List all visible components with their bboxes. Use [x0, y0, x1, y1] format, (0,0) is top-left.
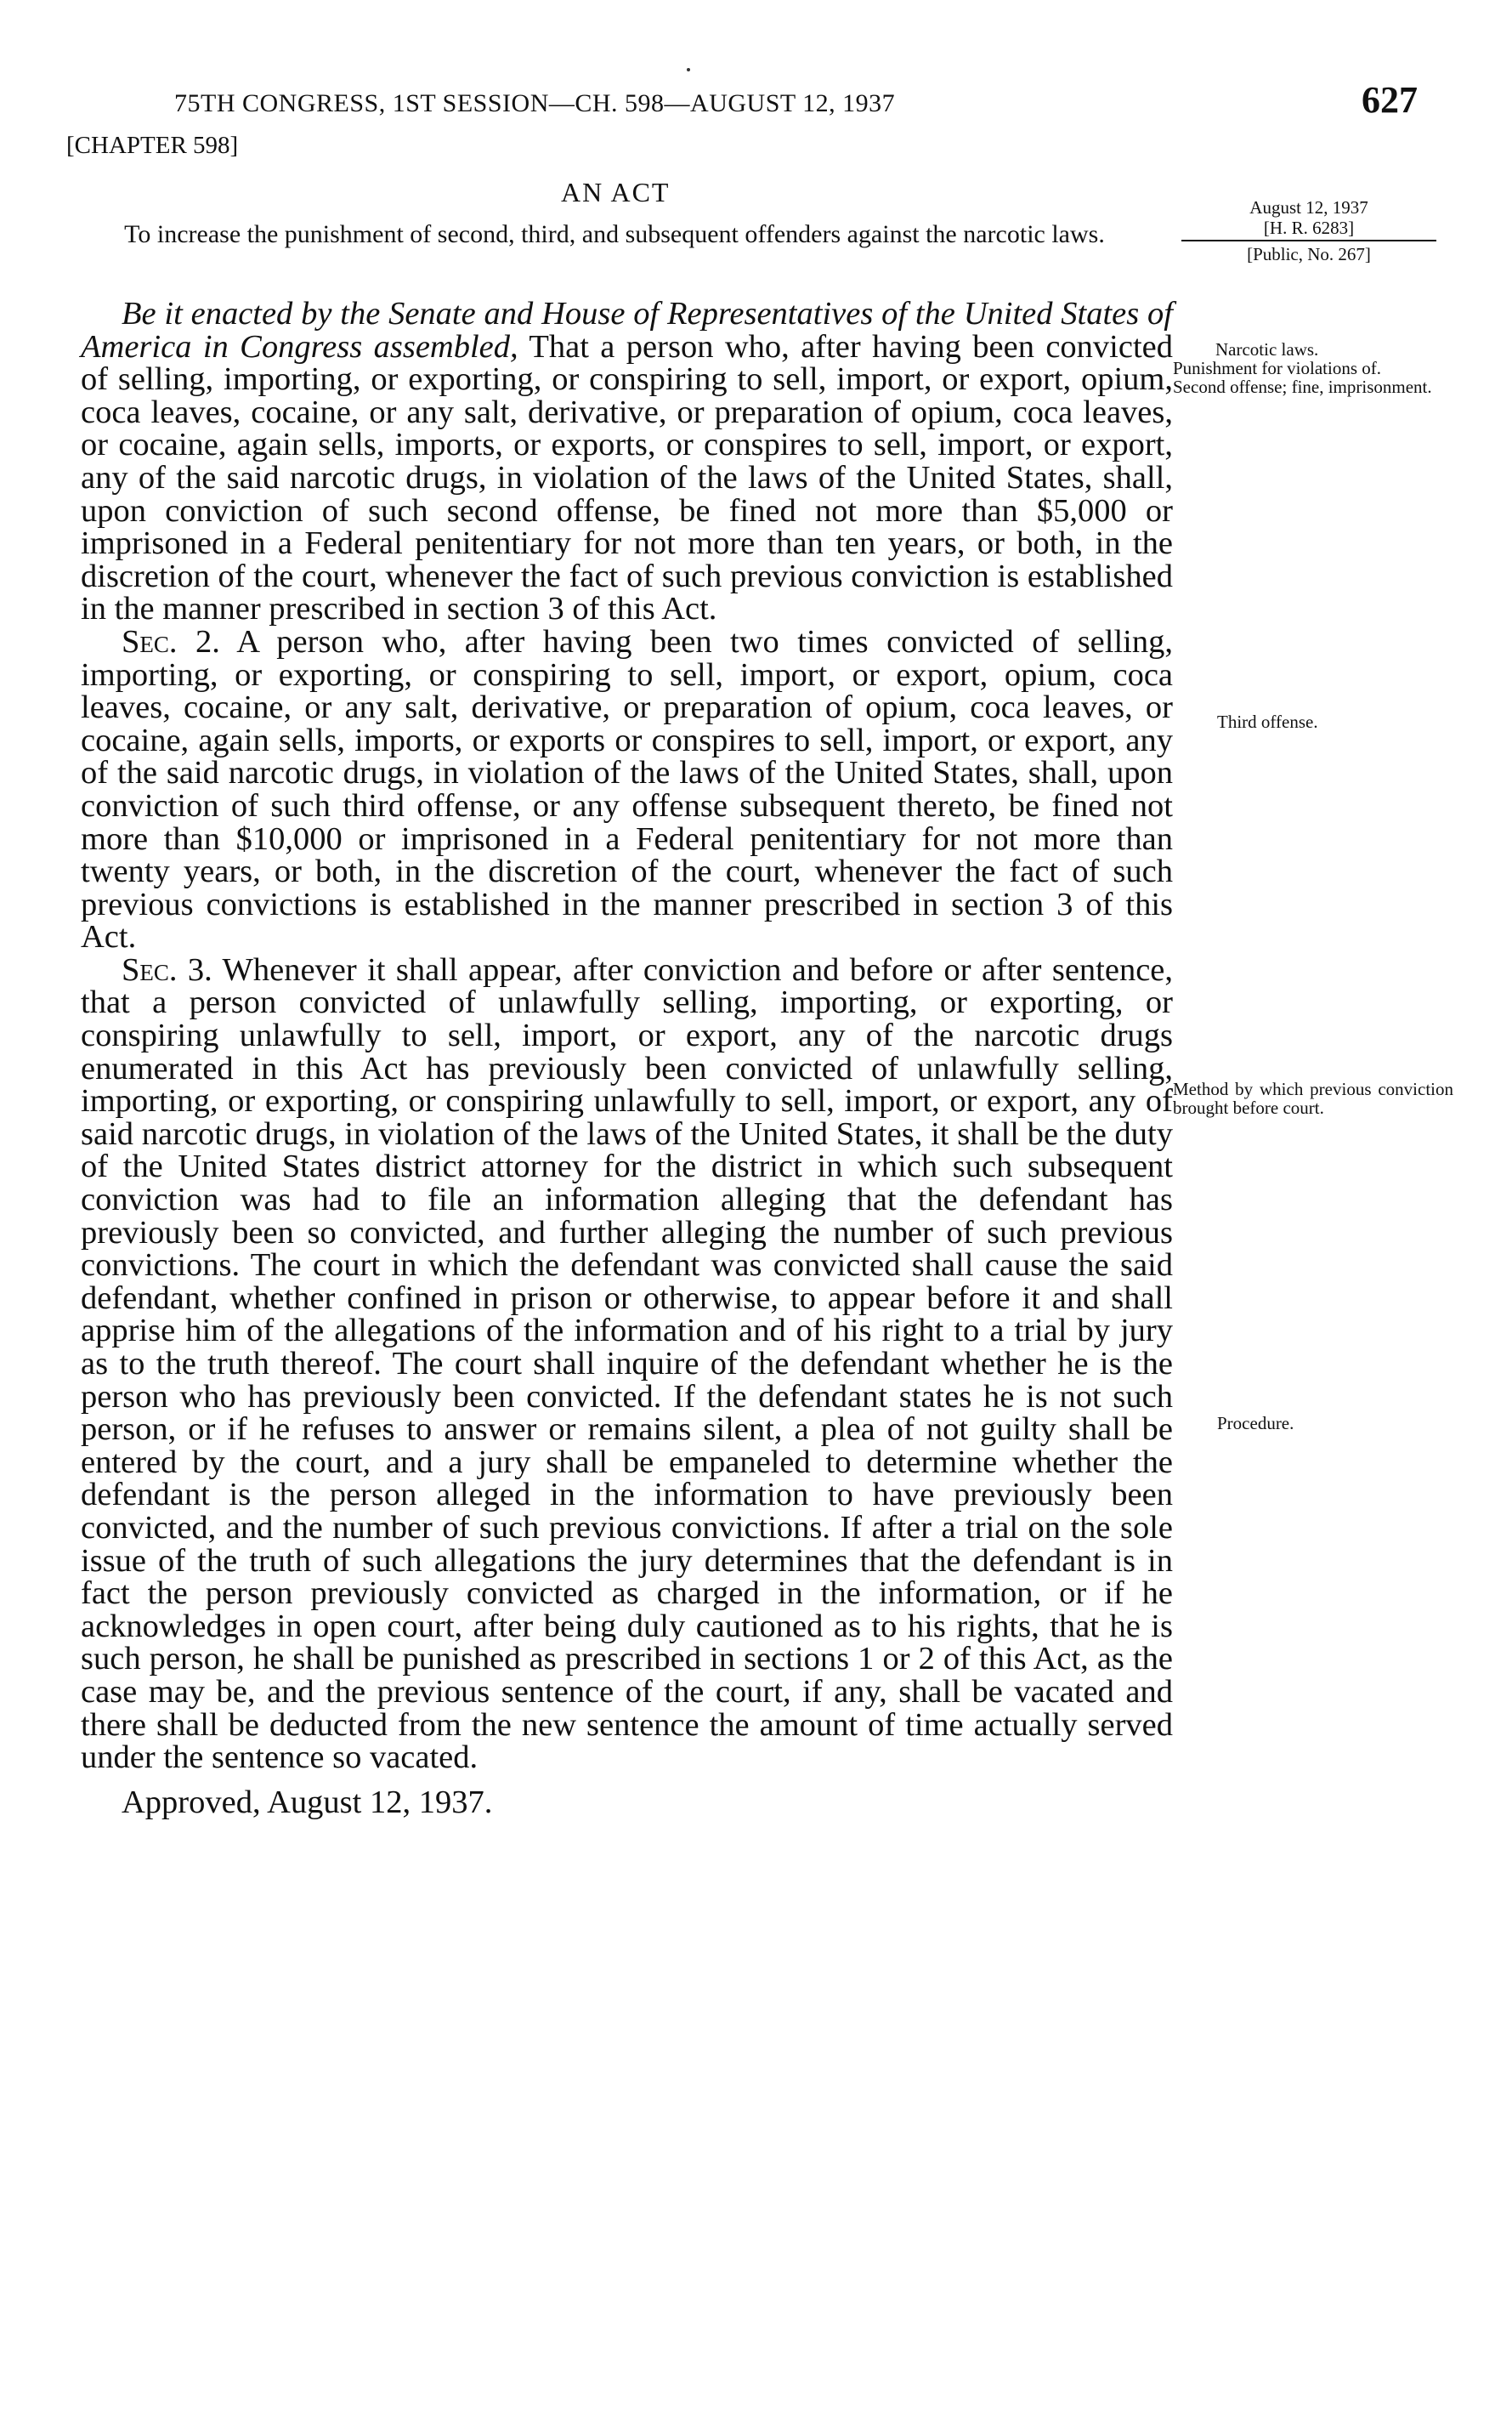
- act-title: AN ACT: [561, 177, 671, 207]
- section-3-label: Sec. 3.: [122, 951, 212, 988]
- margin-note-third-offense: Third offense.: [1217, 712, 1318, 732]
- enactment-info: [1181, 197, 1436, 264]
- section-3-text: Whenever it shall appear, after conviction and before or after sentence, that a person convicted of unlawfully selling, importing, or exporting, or conspiring unlawfully to sell, import, or export, any of the narcotic drugs enumerated in this Act has previously been convicted of unlawfully selling, importing, or exporting, or conspiring unlawfully to sell, import, or export, any of said narcotic drugs, in violation of the laws of the United States, it shall be the duty of the United States district attorney for the district in which such subsequent conviction was had to file an information alleging that the defendant has previously been so convicted, and further alleging the number of such previous convictions. The court in which the defendant was convicted shall cause the said defendant, whether confined in prison or otherwise, to appear before it and shall apprise him of the allegations of the information and of his right to a trial by jury as to the truth thereof. The court shall inquire of the defendant whether he is the person who has previously been convicted. If the defendant states he is not such person, or if he refuses to answer or remains silent, a plea of not guilty shall be entered by the court, and a jury shall be empaneled to determine whether the defendant is the person alleged in the information to have previously been convicted, and the number of such previous convictions. If after a trial on the sole issue of the truth of such allegations the jury determines that the defendant is in fact the person previously convicted as charged in the information, or if he acknowledges in open court, after being duly cautioned as to his rights, that he is such person, he shall be punished as prescribed in sections 1 or 2 of this Act, as the case may be, and the previous sentence of the court, if any, shall be vacated and there shall be deducted from the new sentence the amount of time actually served under the sentence so vacated.: [81, 951, 1173, 1776]
- enacting-clause: Be it enacted by the Senate and House of Representatives of the United States of America in Congress assembled,: [81, 296, 1173, 365]
- chapter-label: [CHAPTER 598]: [66, 132, 239, 159]
- act-body: [81, 298, 1173, 1818]
- scan-mark: [687, 68, 690, 71]
- divider-rule: [1181, 240, 1436, 241]
- approval-line: Approved, August 12, 1937.: [122, 1784, 493, 1820]
- margin-note-narcotic-laws: [1173, 340, 1453, 396]
- margin-note-line: Narcotic laws.: [1215, 339, 1319, 360]
- section-1-text: That a person who, after having been convicted of selling, importing, or exporting, or conspiring to sell, import, or export, opium, coca leaves, cocaine, or any salt, derivative, or preparation of opium, coca leaves, or cocaine, again sells, imports, or exports, or conspires to sell, import, or export, any of the said narcotic drugs, in violation of the laws of the United States, shall, upon conviction of such second offense, be fined not more than $5,000 or imprisoned in a Federal penitentiary for not more than ten years, or both, in the discretion of the court, whenever the fact of such previous conviction is established in the manner prescribed in section 3 of this Act.: [81, 328, 1174, 627]
- margin-note-line: Second offense; fine, imprisonment.: [1173, 377, 1432, 397]
- public-law-number: [Public, No. 267]: [1247, 244, 1371, 264]
- page-number: 627: [1362, 79, 1418, 121]
- margin-note-line: Punishment for violations of.: [1173, 358, 1381, 378]
- section-2-label: Sec. 2.: [122, 623, 220, 660]
- enactment-date: August 12, 1937: [1249, 197, 1368, 218]
- section-1: [81, 298, 1173, 626]
- bill-number: [H. R. 6283]: [1263, 218, 1355, 238]
- section-2-text: A person who, after having been two times convicted of selling, importing, or exporting, or conspiring to sell, import, or export, opium, coca leaves, cocaine, or any salt, derivative, or preparation of opium, coca leaves, or cocaine, again sells, imports, or exports or conspires to sell, import, or export, any of the said narcotic drugs, in violation of the laws of the United States, shall, upon conviction of such third offense, or any offense subsequent thereto, be fined not more than $10,000 or imprisoned in a Federal penitentiary for not more than twenty years, or both, in the discretion of the court, whenever the fact of such previous convictions is established in the manner prescribed in section 3 of this Act.: [81, 623, 1173, 956]
- section-3: [81, 951, 1173, 1776]
- act-purpose: To increase the punishment of second, third, and subsequent offenders against the narcotic laws.: [124, 220, 1105, 248]
- section-2: [81, 623, 1173, 956]
- margin-note-procedure: Procedure.: [1217, 1413, 1294, 1433]
- margin-note-method: Method by which previous conviction brought before court.: [1173, 1079, 1453, 1118]
- running-head: 75TH CONGRESS, 1ST SESSION—CH. 598—AUGUST 12, 1937: [174, 89, 896, 117]
